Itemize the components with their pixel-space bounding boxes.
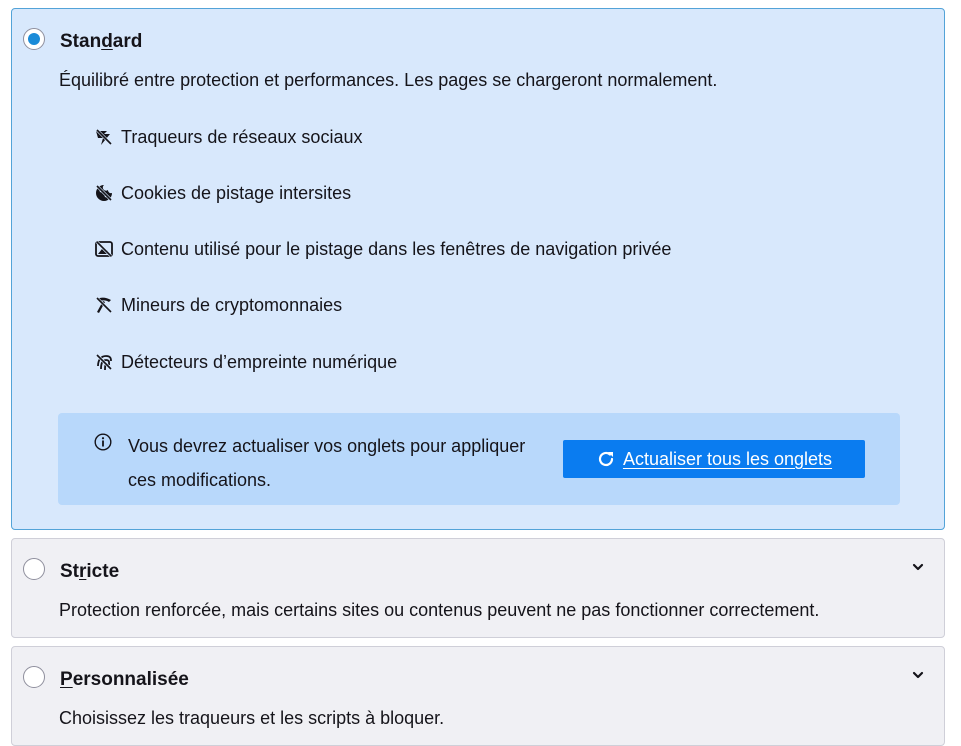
blocked-item-cryptominers bbox=[94, 293, 342, 317]
strict-radio[interactable] bbox=[23, 558, 45, 580]
standard-description: Équilibré entre protection et performances. Les pages se chargeront normalement. bbox=[59, 70, 718, 90]
strict-title-part-1: St bbox=[60, 561, 79, 582]
blocked-item-fingerprinters bbox=[94, 350, 397, 374]
reload-notice bbox=[58, 413, 900, 505]
custom-title-rest: ersonnalisée bbox=[72, 669, 189, 690]
info-icon bbox=[94, 433, 112, 451]
social-tracker-icon bbox=[94, 127, 114, 147]
standard-title-accesskey: d bbox=[101, 31, 113, 52]
custom-title-accesskey: P bbox=[60, 669, 73, 690]
chevron-down-icon[interactable] bbox=[910, 667, 926, 683]
custom-title bbox=[60, 669, 189, 691]
blocked-item-social-trackers bbox=[94, 125, 362, 149]
blocked-item-label: Traqueurs de réseaux sociaux bbox=[121, 126, 363, 147]
standard-title-part-2: ard bbox=[112, 31, 143, 52]
blocked-item-label: Cookies de pistage intersites bbox=[121, 182, 352, 203]
tracking-content-icon bbox=[94, 239, 114, 259]
custom-description: Choisissez les traqueurs et les scripts à bloquer. bbox=[59, 708, 445, 728]
custom-radio[interactable] bbox=[23, 666, 45, 688]
blocked-item-label: Mineurs de cryptomonnaies bbox=[121, 294, 343, 315]
fingerprinter-icon bbox=[94, 352, 114, 372]
standard-title bbox=[60, 31, 142, 53]
standard-option-card[interactable] bbox=[11, 8, 945, 530]
strict-title bbox=[60, 561, 119, 583]
blocked-item-cross-site-cookies bbox=[94, 181, 351, 205]
cryptominer-icon bbox=[94, 295, 114, 315]
strict-title-accesskey: r bbox=[79, 561, 87, 582]
blocked-item-tracking-content bbox=[94, 237, 671, 261]
strict-description: Protection renforcée, mais certains sites ou contenus peuvent ne pas fonctionner correctement. bbox=[59, 600, 820, 620]
blocked-item-label: Détecteurs d’empreinte numérique bbox=[121, 351, 398, 372]
standard-title-part-1: Stan bbox=[60, 31, 102, 52]
reload-all-tabs-label: Actualiser tous les onglets bbox=[622, 448, 833, 469]
blocked-item-label: Contenu utilisé pour le pistage dans les fenêtres de navigation privée bbox=[121, 238, 672, 259]
cookie-icon bbox=[94, 183, 114, 203]
reload-icon bbox=[596, 449, 616, 469]
chevron-down-icon[interactable] bbox=[910, 559, 926, 575]
reload-notice-message: Vous devrez actualiser vos onglets pour appliquer ces modifications. bbox=[128, 436, 526, 490]
strict-title-part-2: icte bbox=[86, 561, 120, 582]
custom-option-card[interactable] bbox=[11, 646, 945, 746]
reload-all-tabs-button[interactable] bbox=[563, 440, 865, 478]
strict-option-card[interactable] bbox=[11, 538, 945, 638]
standard-radio[interactable] bbox=[23, 28, 45, 50]
